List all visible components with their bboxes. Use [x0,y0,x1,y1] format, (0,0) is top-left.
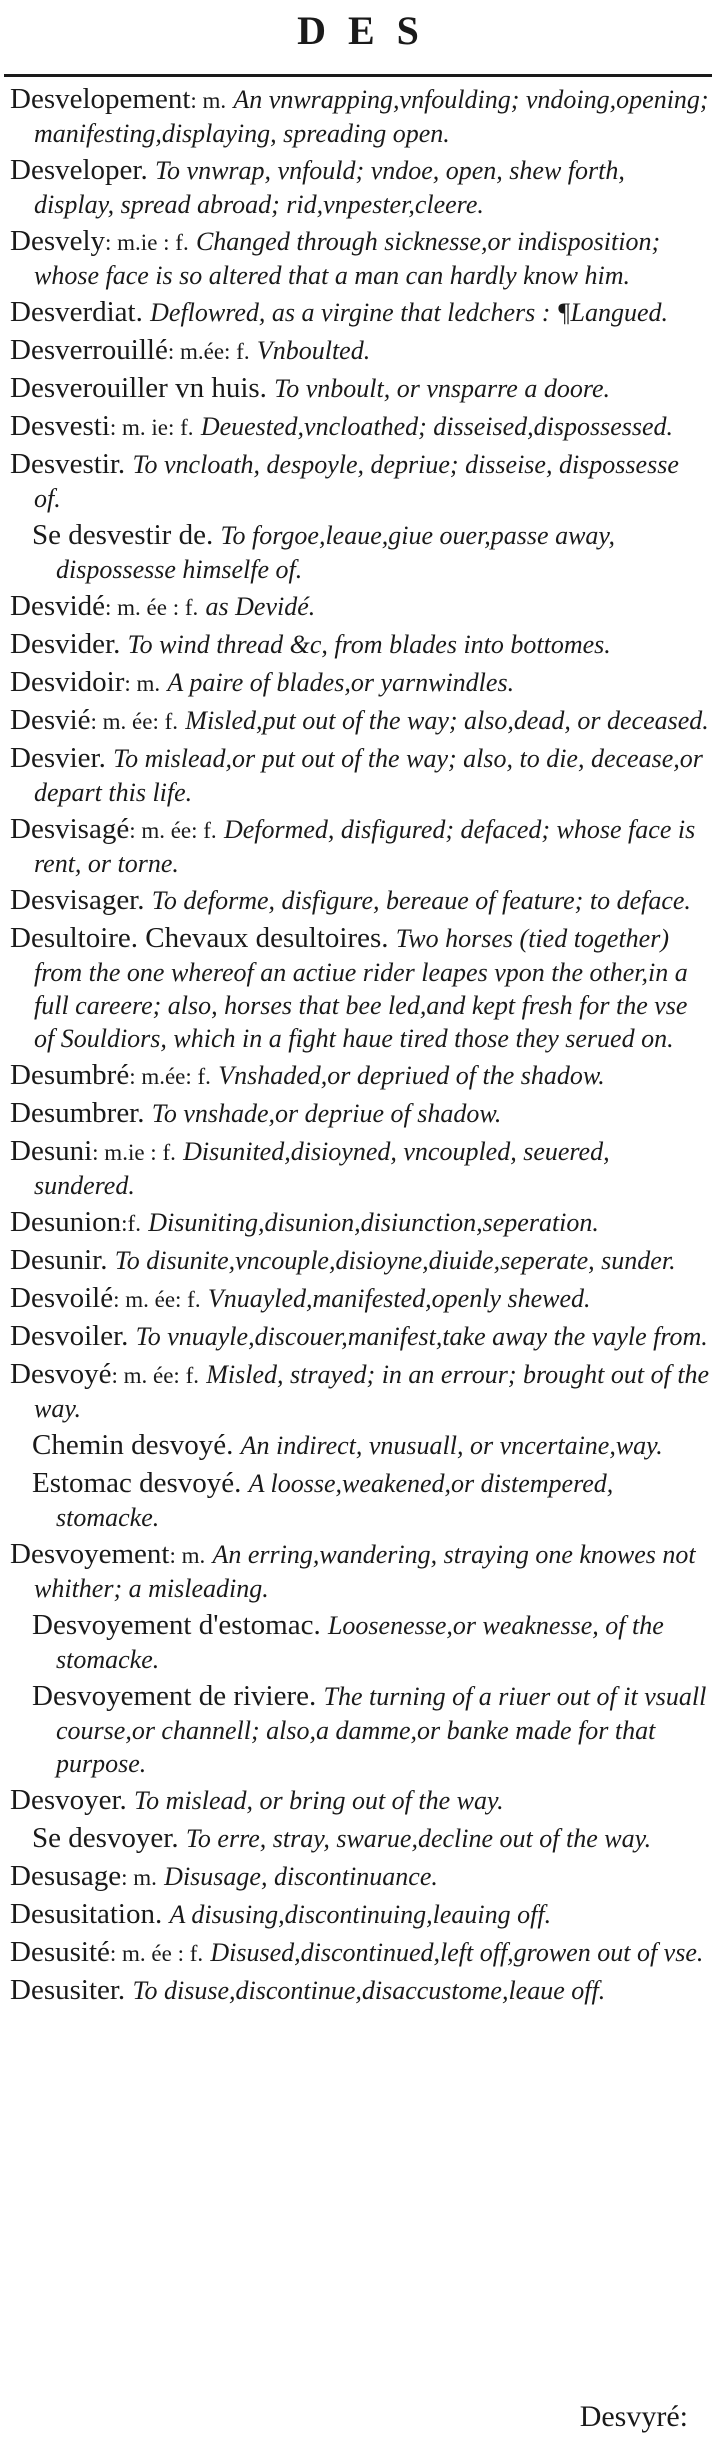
dictionary-entry [8,1538,710,1605]
entry-list [0,77,716,2008]
entry-headword: Desvoilé [10,1282,114,1314]
entry-definition: To disuse,discontinue,disaccustome,leaue off. [132,1976,606,2005]
entry-headword: Desvider. [10,628,121,660]
dictionary-entry [8,922,710,1055]
dictionary-entry [8,1059,710,1093]
entry-definition: Deformed, disfigured; defaced; whose face is rent, or torne. [34,815,696,878]
dictionary-entry [8,884,710,918]
entry-definition: Deuested,vncloathed; disseised,dispossessed. [200,412,674,441]
dictionary-entry [8,1097,710,1131]
entry-definition: Vnboulted. [256,336,371,365]
entry-headword: Se desvestir de. [32,519,214,551]
dictionary-entry [8,1822,710,1856]
entry-grammar: : m. ée: f. [90,709,179,734]
entry-definition: Misled,put out of the way; also,dead, or deceased. [185,706,709,735]
page-header: DES [297,8,441,53]
dictionary-entry [8,83,710,150]
entry-grammar: : m. ie: f. [109,415,194,440]
entry-headword: Desvesti [10,410,110,442]
entry-headword: Desunir. [10,1244,108,1276]
dictionary-entry [8,704,710,738]
entry-definition: A paire of blades,or yarnwindles. [167,668,515,697]
entry-grammar: : m.ée: f. [167,339,250,364]
entry-headword: Desvoyé [10,1358,112,1390]
entry-headword: Desvié [10,704,91,736]
dictionary-entry [8,1860,710,1894]
entry-grammar: : m.ie : f. [105,230,189,255]
entry-definition: To vncloath, despoyle, depriue; disseise, dispossesse of. [34,450,679,513]
entry-definition: A loosse,weakened,or distempered, stomacke. [56,1469,614,1532]
dictionary-entry [8,666,710,700]
entry-grammar: : m. ée: f. [113,1287,201,1312]
entry-headword: Desunion [10,1206,122,1238]
entry-headword: Desvestir. [10,448,126,480]
entry-headword: Desvelopement [10,83,191,115]
dictionary-entry [8,372,710,406]
dictionary-entry [8,742,710,809]
dictionary-entry [8,1936,710,1970]
entry-definition: To wind thread &c, from blades into bottomes. [127,630,611,659]
entry-definition: Vnuayled,manifested,openly shewed. [207,1284,591,1313]
entry-definition: as Devidé. [205,592,316,621]
entry-grammar: : m.ée: f. [129,1064,211,1089]
dictionary-entry [8,1320,710,1354]
dictionary-entry [8,410,710,444]
entry-headword: Desverrouillé [10,334,168,366]
entry-headword: Desvidé [10,590,106,622]
entry-definition: To disunite,vncouple,disioyne,diuide,seperate, sunder. [114,1246,676,1275]
entry-headword: Estomac desvoyé. [32,1467,242,1499]
dictionary-entry [8,1282,710,1316]
dictionary-entry [8,1206,710,1240]
entry-definition: Disuniting,disunion,disiunction,seperation. [148,1208,599,1237]
dictionary-entry [8,628,710,662]
entry-definition: An erring,wandering, straying one knowes not whither; a misleading. [34,1540,696,1603]
entry-headword: Desultoire. Chevaux desultoires. [10,922,389,954]
entry-headword: Desumbrer. [10,1097,145,1129]
dictionary-entry [8,1467,710,1534]
entry-definition: To vnboult, or vnsparre a doore. [274,374,611,403]
entry-headword: Desvoyement [10,1538,170,1570]
entry-definition: The turning of a riuer out of it vsuall course,or channell; also,a damme,or banke made for that purpose. [56,1682,707,1778]
entry-headword: Chemin desvoyé. [32,1429,234,1461]
entry-headword: Desvely [10,225,106,257]
dictionary-entry [8,590,710,624]
entry-definition: Vnshaded,or depriued of the shadow. [218,1061,605,1090]
entry-grammar: :f. [121,1211,141,1236]
entry-headword: Desumbré [10,1059,130,1091]
dictionary-entry [8,1974,710,2008]
entry-headword: Desvisagé [10,813,130,845]
entry-headword: Desverdiat. [10,296,143,328]
entry-headword: Desvoyement de riviere. [32,1680,317,1712]
entry-headword: Desvier. [10,742,106,774]
catchword: Desvyré: [579,2400,688,2433]
entry-headword: Desvidoir [10,666,125,698]
entry-grammar: : m.ie : f. [92,1140,176,1165]
entry-definition: Disusage, discontinuance. [164,1862,438,1891]
entry-definition: Changed through sicknesse,or indisposition; whose face is so altered that a man can hardly know him. [34,227,661,290]
entry-headword: Desusiter. [10,1974,126,2006]
dictionary-entry [8,296,710,330]
dictionary-entry [8,1429,710,1463]
entry-definition: To deforme, disfigure, bereaue of feature; to deface. [151,886,691,915]
entry-grammar: : m. ée : f. [109,1941,204,1966]
entry-definition: To forgoe,leaue,giue ouer,passe away, dispossesse himselfe of. [56,521,616,584]
entry-definition: Misled, strayed; in an errour; brought out of the way. [34,1360,710,1423]
entry-grammar: : m. [169,1543,206,1568]
dictionary-entry [8,519,710,586]
entry-definition: To erre, stray, swarue,decline out of the way. [185,1824,652,1853]
entry-definition: To vnshade,or depriue of shadow. [151,1099,502,1128]
entry-headword: Desuni [10,1135,93,1167]
entry-grammar: : m. [121,1865,157,1890]
entry-headword: Desusage [10,1860,122,1892]
dictionary-entry [8,1135,710,1202]
entry-grammar: : m. [190,88,227,113]
dictionary-entry [8,1784,710,1818]
dictionary-entry [8,1358,710,1425]
dictionary-entry [8,1680,710,1780]
entry-definition: Deflowred, as a virgine that ledchers : ¶Langued. [150,298,669,327]
entry-definition: To vnwrap, vnfould; vndoe, open, shew forth, display, spread abroad; rid,vnpester,cleere. [34,156,625,219]
entry-headword: Desverouiller vn huis. [10,372,267,404]
entry-definition: Disused,discontinued,left off,growen out of vse. [210,1938,704,1967]
entry-definition: To vnuayle,discouer,manifest,take away the vayle from. [135,1322,708,1351]
entry-grammar: : m. ée: f. [129,818,217,843]
entry-definition: Loosenesse,or weaknesse, of the stomacke. [56,1611,664,1674]
dictionary-entry [8,1898,710,1932]
entry-definition: A disusing,discontinuing,leauing off. [169,1900,552,1929]
entry-definition: Two horses (tied together) from the one whereof an actiue rider leapes vpon the other,in a full careere; also, horses that bee led,and kept fresh for the vse of Souldiors, which in a fight haue tired those they serued on. [34,924,688,1053]
entry-headword: Desvoyer. [10,1784,127,1816]
entry-definition: An vnwrapping,vnfoulding; vndoing,opening; manifesting,displaying, spreading open. [34,85,709,148]
dictionary-entry [8,225,710,292]
entry-headword: Desvoiler. [10,1320,129,1352]
dictionary-entry [8,1609,710,1676]
entry-headword: Desusitation. [10,1898,163,1930]
dictionary-entry [8,154,710,221]
entry-headword: Desvisager. [10,884,145,916]
entry-headword: Desvoyement d'estomac. [32,1609,321,1641]
entry-grammar: : m. ée : f. [105,595,199,620]
dictionary-entry [8,334,710,368]
dictionary-entry [8,813,710,880]
entry-headword: Desveloper. [10,154,148,186]
entry-grammar: : m. ée: f. [111,1363,199,1388]
entry-headword: Se desvoyer. [32,1822,179,1854]
dictionary-entry [8,448,710,515]
entry-definition: Disunited,disioyned, vncoupled, seuered, sundered. [34,1137,610,1200]
entry-definition: To mislead, or bring out of the way. [134,1786,504,1815]
entry-headword: Desusité [10,1936,110,1968]
entry-definition: An indirect, vnusuall, or vncertaine,way. [240,1431,663,1460]
entry-grammar: : m. [124,671,161,696]
entry-definition: To mislead,or put out of the way; also, to die, decease,or depart this life. [34,744,703,807]
dictionary-entry [8,1244,710,1278]
